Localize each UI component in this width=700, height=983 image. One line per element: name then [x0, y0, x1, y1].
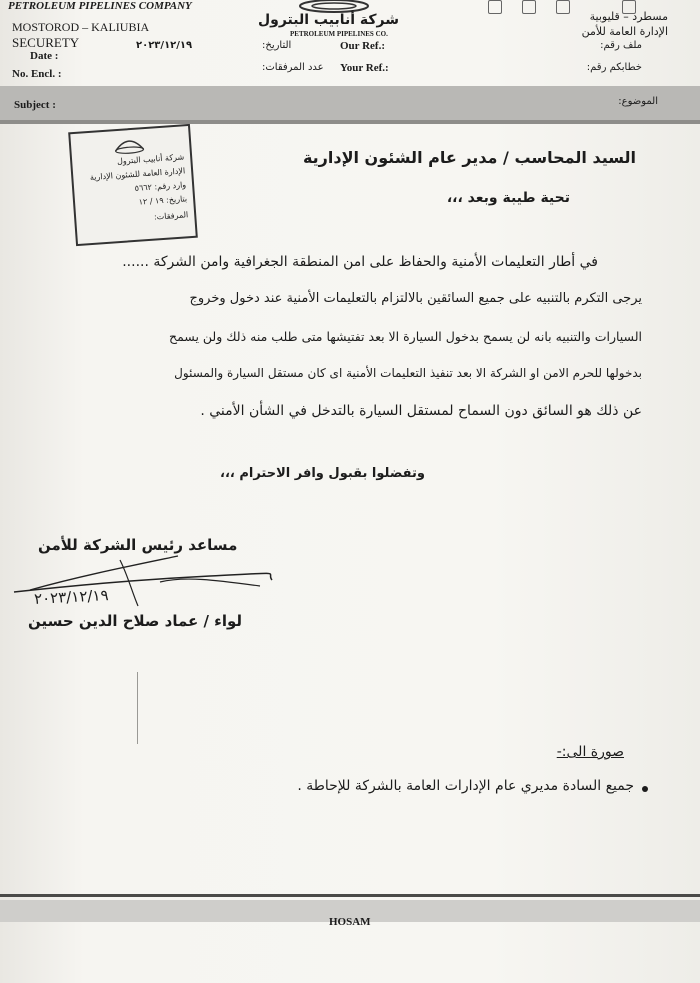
location-en: MOSTOROD – KALIUBIA [12, 20, 150, 34]
stamp-line-4: بتاريخ: ١٩ / ١٢ [138, 194, 188, 207]
subject-band-rule [0, 120, 700, 124]
file-no-ar: ملف رقم: [600, 40, 642, 51]
footer-rule [0, 894, 700, 897]
stamp-line-5: المرفقات: [153, 210, 189, 222]
your-ref-en: Your Ref.: [340, 62, 389, 74]
company-name-logo-en: PETROLEUM PIPELINES CO. [290, 30, 388, 38]
department-en: SECURETY [12, 35, 80, 50]
date-label-en: Date : [30, 50, 59, 62]
company-name-ar: شركة أنابيب البترول [258, 12, 400, 28]
department-ar: الإدارة العامة للأمن [581, 25, 668, 38]
footer-initials: HOSAM [329, 916, 371, 928]
date-label-ar: التاريخ: [262, 40, 292, 51]
body-line-2: يرجى التكرم بالتنبيه على جميع السائقين بالالتزام بالتعليمات الأمنية عند دخول وخروج [189, 291, 642, 306]
signature-title: مساعد رئيس الشركة للأمن [38, 536, 238, 554]
enclosures-label-en: No. Encl. : [12, 68, 62, 80]
copy-to-label: صورة الى:- [556, 744, 624, 760]
bullet-icon [642, 786, 648, 792]
location-ar: مسطرد – قليوبية [589, 10, 668, 23]
stamp-logo-icon [108, 131, 149, 156]
pen-mark [137, 672, 138, 744]
addressee: السيد المحاسب / مدير عام الشئون الإدارية [302, 148, 636, 167]
subject-band [0, 86, 700, 120]
stamp-line-2: الإدارة العامة للشئون الإدارية [89, 166, 186, 182]
body-line-5: عن ذلك هو السائق دون السماح لمستقل السيارة بالتدخل في الشأن الأمني . [200, 403, 642, 419]
incoming-stamp [68, 124, 198, 246]
handwritten-date: ٢٠٢٣/١٢/١٩ [33, 586, 109, 608]
subject-label-ar: الموضوع: [618, 96, 658, 107]
body-line-1: في أطار التعليمات الأمنية والحفاظ على امن المنطقة الجغرافية وامن الشركة ...... [122, 254, 598, 270]
body-line-4: بدخولها للحرم الامن او الشركة الا بعد تنفيذ التعليمات الأمنية اى كان مستقل السيارة والمسئول [174, 366, 642, 380]
stamp-line-1: شركة أنابيب البترول [116, 152, 185, 167]
letter-no-ar: خطابكم رقم: [586, 62, 642, 73]
company-name-en: PETROLEUM PIPELINES COMPANY [8, 0, 192, 12]
date-value: ٢٠٢٣/١٢/١٩ [136, 40, 193, 51]
our-ref-en: Our Ref.: [340, 40, 386, 52]
body-line-3: السيارات والتنبيه بانه لن يسمح بدخول السيارة الا بعد تفتيشها متى طلب منه ذلك ولن يسمح [169, 329, 642, 344]
closing: وتفضلوا بقبول وافر الاحترام ،،، [220, 466, 425, 481]
attachments-label-ar: عدد المرفقات: [262, 62, 324, 73]
greeting: تحية طيبة وبعد ،،، [446, 190, 570, 206]
stamp-line-3: وارد رقم: ٥٦٦٢ [134, 180, 187, 193]
signatory-name: لواء / عماد صلاح الدين حسين [28, 612, 243, 630]
copy-to-item: جميع السادة مديري عام الإدارات العامة بالشركة للإحاطة . [297, 778, 634, 794]
subject-label-en: Subject : [14, 99, 56, 111]
